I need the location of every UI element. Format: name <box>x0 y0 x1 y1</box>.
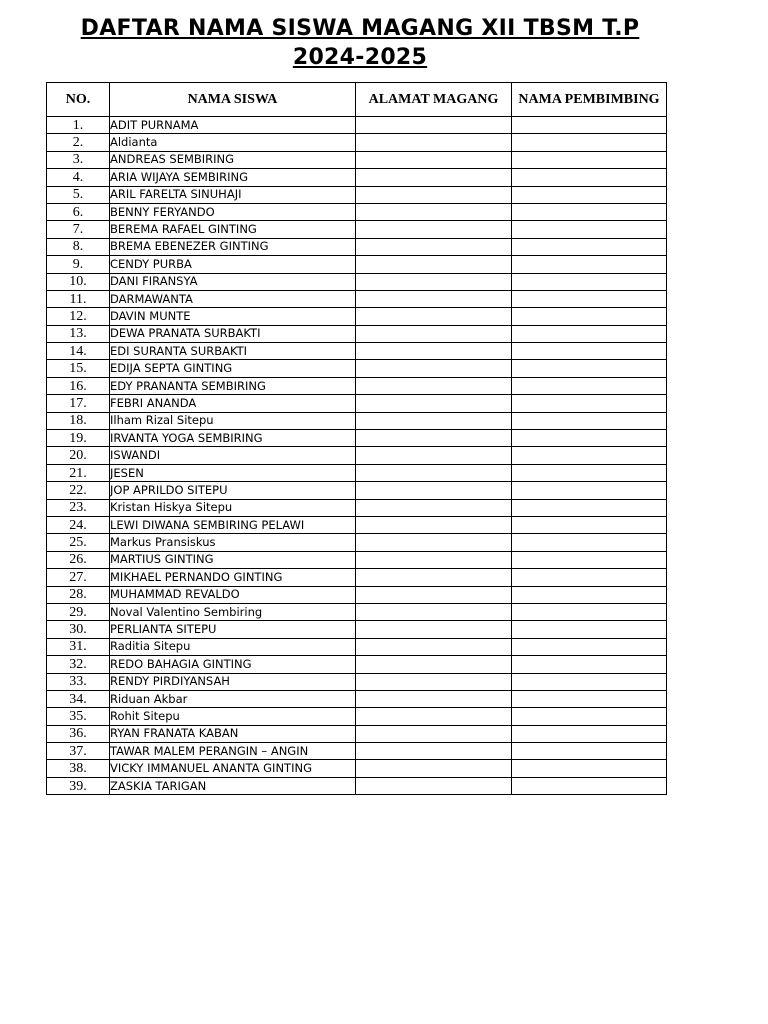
row-number: 10. <box>47 273 110 290</box>
header-name: NAMA SISWA <box>110 83 356 117</box>
student-name: Riduan Akbar <box>110 690 356 707</box>
mentor-name-cell <box>512 551 667 568</box>
student-name: EDIJA SEPTA GINTING <box>110 360 356 377</box>
student-name: MIKHAEL PERNANDO GINTING <box>110 569 356 586</box>
mentor-name-cell <box>512 516 667 533</box>
mentor-name-cell <box>512 290 667 307</box>
internship-address-cell <box>356 117 512 134</box>
internship-address-cell <box>356 534 512 551</box>
internship-address-cell <box>356 690 512 707</box>
row-number: 39. <box>47 777 110 794</box>
row-number: 37. <box>47 743 110 760</box>
internship-address-cell <box>356 273 512 290</box>
internship-address-cell <box>356 516 512 533</box>
mentor-name-cell <box>512 377 667 394</box>
row-number: 6. <box>47 203 110 220</box>
student-name: Markus Pransiskus <box>110 534 356 551</box>
student-name: Kristan Hiskya Sitepu <box>110 499 356 516</box>
student-name: MARTIUS GINTING <box>110 551 356 568</box>
student-name: ZASKIA TARIGAN <box>110 777 356 794</box>
student-name: JOP APRILDO SITEPU <box>110 482 356 499</box>
mentor-name-cell <box>512 534 667 551</box>
row-number: 18. <box>47 412 110 429</box>
internship-address-cell <box>356 499 512 516</box>
row-number: 38. <box>47 760 110 777</box>
mentor-name-cell <box>512 569 667 586</box>
internship-address-cell <box>356 325 512 342</box>
student-name: DANI FIRANSYA <box>110 273 356 290</box>
mentor-name-cell <box>512 708 667 725</box>
student-name: Rohit Sitepu <box>110 708 356 725</box>
document-title <box>0 14 720 72</box>
row-number: 27. <box>47 569 110 586</box>
student-name: Ilham Rizal Sitepu <box>110 412 356 429</box>
row-number: 24. <box>47 516 110 533</box>
internship-address-cell <box>356 169 512 186</box>
row-number: 36. <box>47 725 110 742</box>
student-name: VICKY IMMANUEL ANANTA GINTING <box>110 760 356 777</box>
row-number: 19. <box>47 430 110 447</box>
mentor-name-cell <box>512 725 667 742</box>
title-line-2: 2024-2025 <box>292 45 428 70</box>
row-number: 17. <box>47 395 110 412</box>
internship-address-cell <box>356 656 512 673</box>
row-number: 22. <box>47 482 110 499</box>
mentor-name-cell <box>512 673 667 690</box>
mentor-name-cell <box>512 760 667 777</box>
internship-address-cell <box>356 360 512 377</box>
table-row <box>47 482 667 499</box>
internship-address-cell <box>356 760 512 777</box>
table-row <box>47 673 667 690</box>
row-number: 35. <box>47 708 110 725</box>
mentor-name-cell <box>512 360 667 377</box>
row-number: 29. <box>47 603 110 620</box>
table-row <box>47 221 667 238</box>
mentor-name-cell <box>512 134 667 151</box>
student-name: EDI SURANTA SURBAKTI <box>110 343 356 360</box>
row-number: 13. <box>47 325 110 342</box>
internship-address-cell <box>356 638 512 655</box>
student-name: FEBRI ANANDA <box>110 395 356 412</box>
table-row <box>47 273 667 290</box>
student-name: RYAN FRANATA KABAN <box>110 725 356 742</box>
row-number: 20. <box>47 447 110 464</box>
mentor-name-cell <box>512 656 667 673</box>
student-name: JESEN <box>110 464 356 481</box>
row-number: 3. <box>47 151 110 168</box>
table-row <box>47 238 667 255</box>
internship-address-cell <box>356 186 512 203</box>
row-number: 4. <box>47 169 110 186</box>
mentor-name-cell <box>512 777 667 794</box>
internship-address-cell <box>356 134 512 151</box>
table-row <box>47 708 667 725</box>
mentor-name-cell <box>512 117 667 134</box>
student-name: LEWI DIWANA SEMBIRING PELAWI <box>110 516 356 533</box>
internship-address-cell <box>356 673 512 690</box>
table-row <box>47 360 667 377</box>
internship-address-cell <box>356 447 512 464</box>
student-name: DEWA PRANATA SURBAKTI <box>110 325 356 342</box>
table-row <box>47 777 667 794</box>
table-row <box>47 169 667 186</box>
mentor-name-cell <box>512 464 667 481</box>
mentor-name-cell <box>512 482 667 499</box>
table-row <box>47 186 667 203</box>
mentor-name-cell <box>512 151 667 168</box>
student-table <box>46 82 667 795</box>
mentor-name-cell <box>512 169 667 186</box>
header-mentor: NAMA PEMBIMBING <box>512 83 667 117</box>
row-number: 15. <box>47 360 110 377</box>
student-name: ARIL FARELTA SINUHAJI <box>110 186 356 203</box>
table-row <box>47 151 667 168</box>
table-row <box>47 690 667 707</box>
row-number: 1. <box>47 117 110 134</box>
internship-address-cell <box>356 377 512 394</box>
internship-address-cell <box>356 412 512 429</box>
table-row <box>47 203 667 220</box>
mentor-name-cell <box>512 221 667 238</box>
student-name: ARIA WIJAYA SEMBIRING <box>110 169 356 186</box>
mentor-name-cell <box>512 743 667 760</box>
row-number: 12. <box>47 308 110 325</box>
internship-address-cell <box>356 151 512 168</box>
row-number: 8. <box>47 238 110 255</box>
table-row <box>47 430 667 447</box>
student-name: DARMAWANTA <box>110 290 356 307</box>
row-number: 25. <box>47 534 110 551</box>
internship-address-cell <box>356 482 512 499</box>
mentor-name-cell <box>512 256 667 273</box>
table-row <box>47 412 667 429</box>
row-number: 11. <box>47 290 110 307</box>
mentor-name-cell <box>512 638 667 655</box>
internship-address-cell <box>356 308 512 325</box>
mentor-name-cell <box>512 586 667 603</box>
table-row <box>47 725 667 742</box>
row-number: 28. <box>47 586 110 603</box>
table-row <box>47 603 667 620</box>
table-row <box>47 621 667 638</box>
student-name: Aldianta <box>110 134 356 151</box>
row-number: 5. <box>47 186 110 203</box>
internship-address-cell <box>356 621 512 638</box>
student-name: RENDY PIRDIYANSAH <box>110 673 356 690</box>
table-row <box>47 325 667 342</box>
student-name: ADIT PURNAMA <box>110 117 356 134</box>
row-number: 32. <box>47 656 110 673</box>
row-number: 34. <box>47 690 110 707</box>
table-row <box>47 256 667 273</box>
table-row <box>47 551 667 568</box>
student-name: BENNY FERYANDO <box>110 203 356 220</box>
table-row <box>47 569 667 586</box>
internship-address-cell <box>356 569 512 586</box>
mentor-name-cell <box>512 621 667 638</box>
mentor-name-cell <box>512 343 667 360</box>
table-row <box>47 464 667 481</box>
row-number: 21. <box>47 464 110 481</box>
student-name: CENDY PURBA <box>110 256 356 273</box>
internship-address-cell <box>356 221 512 238</box>
table-row <box>47 656 667 673</box>
student-name: EDY PRANANTA SEMBIRING <box>110 377 356 394</box>
internship-address-cell <box>356 725 512 742</box>
row-number: 16. <box>47 377 110 394</box>
table-header-row <box>47 83 667 117</box>
table-row <box>47 377 667 394</box>
internship-address-cell <box>356 395 512 412</box>
row-number: 23. <box>47 499 110 516</box>
internship-address-cell <box>356 777 512 794</box>
mentor-name-cell <box>512 430 667 447</box>
row-number: 31. <box>47 638 110 655</box>
mentor-name-cell <box>512 308 667 325</box>
row-number: 7. <box>47 221 110 238</box>
table-row <box>47 743 667 760</box>
table-row <box>47 290 667 307</box>
table-row <box>47 308 667 325</box>
mentor-name-cell <box>512 603 667 620</box>
student-name: ANDREAS SEMBIRING <box>110 151 356 168</box>
student-rows <box>47 117 667 795</box>
student-name: IRVANTA YOGA SEMBIRING <box>110 430 356 447</box>
row-number: 33. <box>47 673 110 690</box>
mentor-name-cell <box>512 325 667 342</box>
table-row <box>47 534 667 551</box>
row-number: 9. <box>47 256 110 273</box>
header-address: ALAMAT MAGANG <box>356 83 512 117</box>
student-name: MUHAMMAD REVALDO <box>110 586 356 603</box>
student-name: REDO BAHAGIA GINTING <box>110 656 356 673</box>
student-name: DAVIN MUNTE <box>110 308 356 325</box>
internship-address-cell <box>356 603 512 620</box>
internship-address-cell <box>356 430 512 447</box>
mentor-name-cell <box>512 238 667 255</box>
mentor-name-cell <box>512 447 667 464</box>
internship-address-cell <box>356 464 512 481</box>
table-row <box>47 638 667 655</box>
student-name: BREMA EBENEZER GINTING <box>110 238 356 255</box>
student-name: ISWANDI <box>110 447 356 464</box>
student-name: Noval Valentino Sembiring <box>110 603 356 620</box>
table-row <box>47 760 667 777</box>
table-row <box>47 586 667 603</box>
internship-address-cell <box>356 708 512 725</box>
table-row <box>47 447 667 464</box>
mentor-name-cell <box>512 186 667 203</box>
internship-address-cell <box>356 343 512 360</box>
title-line-1: DAFTAR NAMA SISWA MAGANG XII TBSM T.P <box>80 16 640 41</box>
table-row <box>47 516 667 533</box>
table-row <box>47 117 667 134</box>
table-row <box>47 395 667 412</box>
row-number: 30. <box>47 621 110 638</box>
mentor-name-cell <box>512 395 667 412</box>
row-number: 14. <box>47 343 110 360</box>
mentor-name-cell <box>512 690 667 707</box>
mentor-name-cell <box>512 273 667 290</box>
internship-address-cell <box>356 256 512 273</box>
student-name: PERLIANTA SITEPU <box>110 621 356 638</box>
header-no: NO. <box>47 83 110 117</box>
internship-address-cell <box>356 238 512 255</box>
table-row <box>47 343 667 360</box>
row-number: 26. <box>47 551 110 568</box>
row-number: 2. <box>47 134 110 151</box>
internship-address-cell <box>356 743 512 760</box>
internship-address-cell <box>356 290 512 307</box>
internship-address-cell <box>356 551 512 568</box>
table-row <box>47 499 667 516</box>
student-name: Raditia Sitepu <box>110 638 356 655</box>
student-name: BEREMA RAFAEL GINTING <box>110 221 356 238</box>
mentor-name-cell <box>512 412 667 429</box>
internship-address-cell <box>356 586 512 603</box>
table-row <box>47 134 667 151</box>
mentor-name-cell <box>512 203 667 220</box>
mentor-name-cell <box>512 499 667 516</box>
student-name: TAWAR MALEM PERANGIN – ANGIN <box>110 743 356 760</box>
internship-address-cell <box>356 203 512 220</box>
